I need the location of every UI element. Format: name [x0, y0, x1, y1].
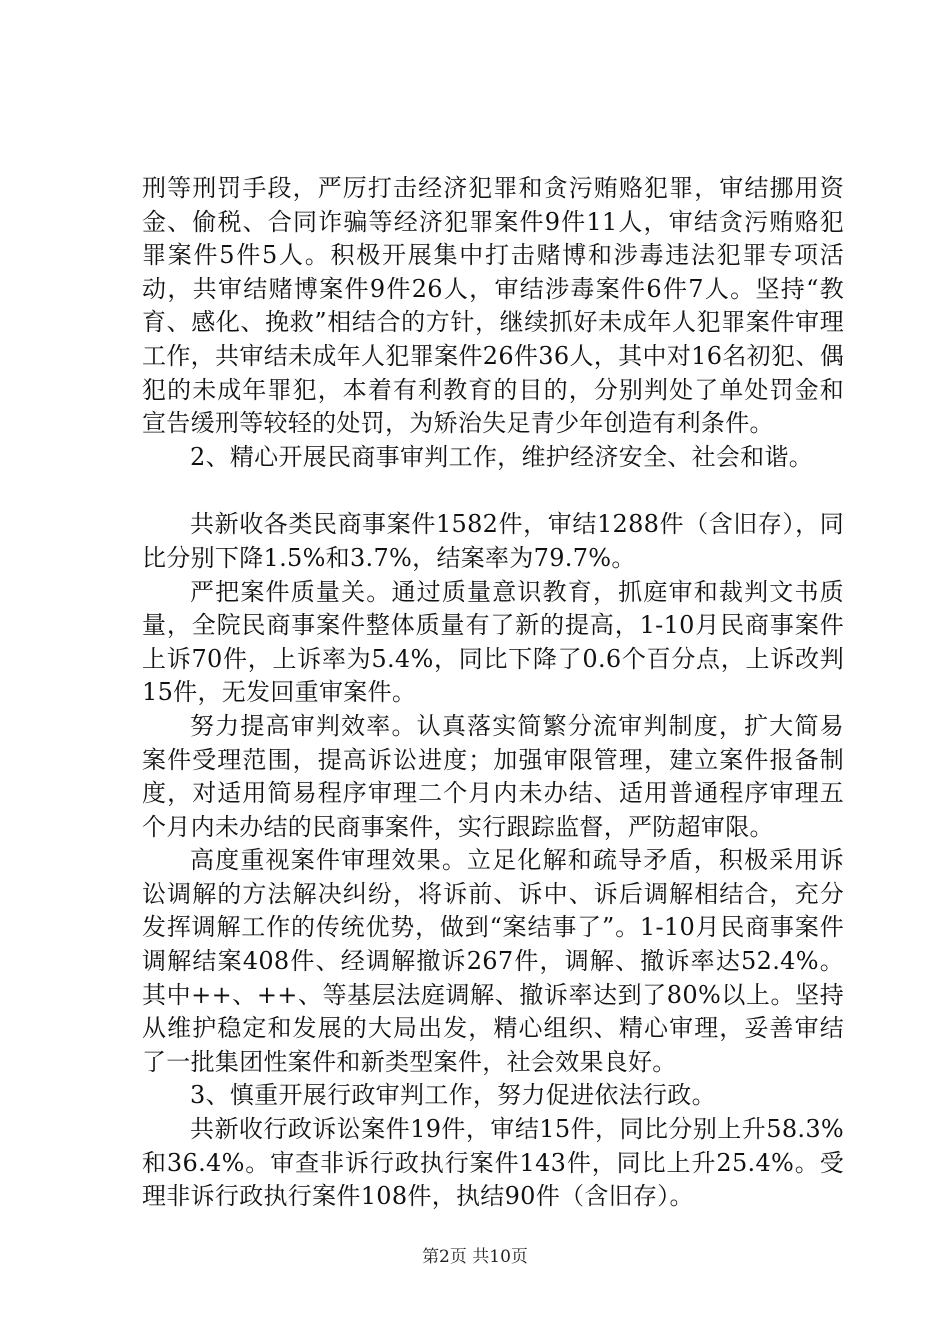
heading-administrative-trials: 3、慎重开展行政审判工作，努力促进依法行政。: [190, 1081, 716, 1110]
paragraph-trial-efficiency: 努力提高审判效率。认真落实简繁分流审判制度，扩大简易案件受理范围，提高诉讼进度；加强审限管理，建立案件报备制度，对适用简易程序审理二个月内未办结、适用普通程序审理五个月内未办结的民商事案件，实行跟踪监督，严防超审限。: [142, 711, 844, 841]
paragraph-case-quality: 严把案件质量关。通过质量意识教育，抓庭审和裁判文书质量，全院民商事案件整体质量有了新的提高，1-10月民商事案件上诉70件，上诉率为5.4%，同比下降了0.6个百分点，上诉改判15件，无发回重审案件。: [142, 577, 844, 707]
page-number-footer: 第2页 共10页: [422, 1247, 528, 1267]
document-body: [142, 172, 844, 1214]
heading-civil-commercial-trials: 2、精心开展民商事审判工作，维护经济安全、社会和谐。: [190, 442, 814, 471]
paragraph-civil-case-totals: 共新收各类民商事案件1582件，审结1288件（含旧存），同比分别下降1.5%和3.7%，结案率为79.7%。: [142, 510, 844, 572]
paragraph-trial-effect: 高度重视案件审理效果。立足化解和疏导矛盾，积极采用诉讼调解的方法解决纠纷，将诉前、诉中、诉后调解相结合，充分发挥调解工作的传统优势，做到“案结事了”。1-10月民商事案件调解结案408件、经调解撤诉267件，调解、撤诉率达52.4%。其中++、++、等基层法庭调解、撤诉率达到了80%以上。坚持从维护稳定和发展的大局出发，精心组织、精心审理，妥善审结了一批集团性案件和新类型案件，社会效果良好。: [142, 846, 844, 1076]
paragraph-administrative-case-totals: 共新收行政诉讼案件19件，审结15件，同比分别上升58.3%和36.4%。审查非诉行政执行案件143件，同比上升25.4%。受理非诉行政执行案件108件，执结90件（含旧存）。: [142, 1115, 844, 1211]
paragraph-criminal-cases-continued: 刑等刑罚手段，严厉打击经济犯罪和贪污贿赂犯罪，审结挪用资金、偷税、合同诈骗等经济犯罪案件9件11人，审结贪污贿赂犯罪案件5件5人。积极开展集中打击赌博和涉毒违法犯罪专项活动，共审结赌博案件9件26人，审结涉毒案件6件7人。坚持“教育、感化、挽救”相结合的方针，继续抓好未成年人犯罪案件审理工作，共审结未成年人犯罪案件26件36人，其中对16名初犯、偶犯的未成年罪犯，本着有利教育的目的，分别判处了单处罚金和宣告缓刑等较轻的处罚，为矫治失足青少年创造有利条件。: [142, 174, 844, 438]
